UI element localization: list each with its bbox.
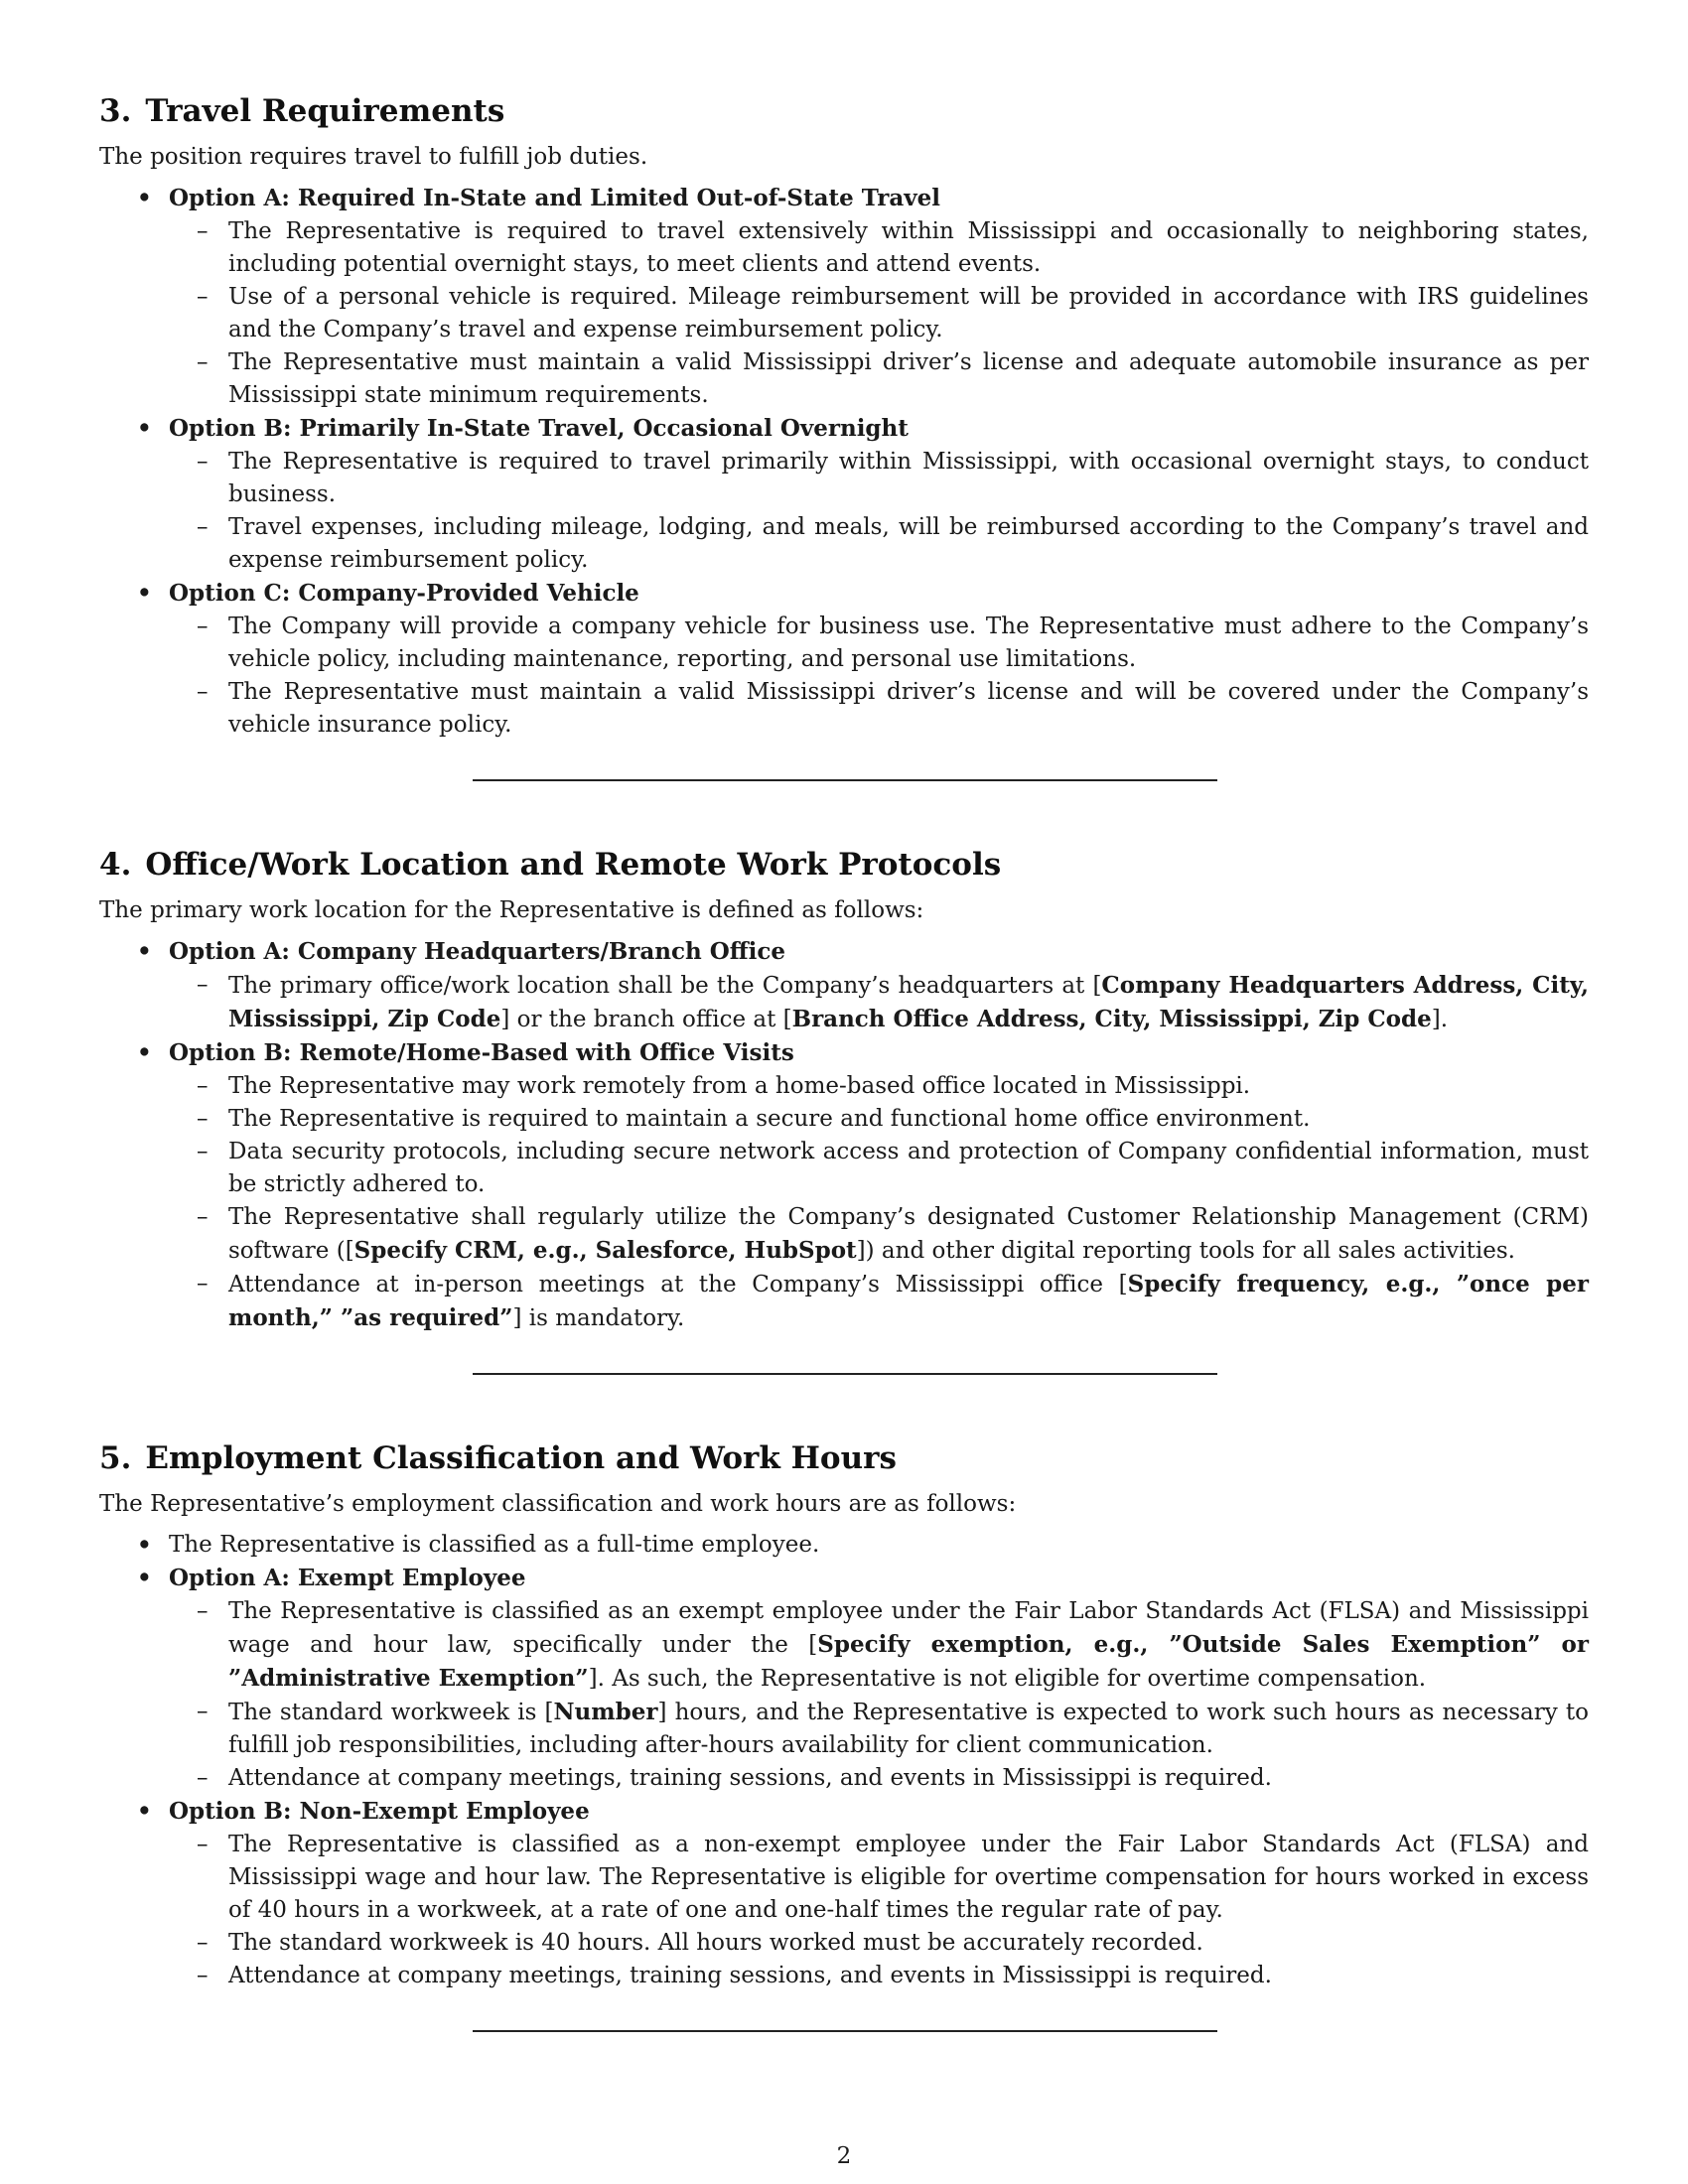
option-list (99, 182, 1589, 742)
section-divider (473, 779, 1217, 781)
section-travel-requirements (99, 91, 1589, 742)
option-details (169, 1829, 1589, 1992)
plain-bullet-item: • The Representative is classified as a full-time employee. (137, 1532, 820, 1559)
detail-item: – The Representative may work remotely from a home-based office located in Mississippi. (197, 1073, 1251, 1099)
option-details (169, 215, 1589, 412)
detail-item: – The Representative is required to maintain a secure and functional home office environment. (197, 1106, 1311, 1132)
detail-item: – The primary office/work location shall be the Company’s headquarters at [Company Headquarters Address, City, Mississippi, Zip Code] or the branch office at [Branch Office Address, City, Mississippi, Zip Code]. (197, 972, 1589, 1032)
placeholder-field: Company Headquarters Address, City, Mississippi, Zip Code (228, 972, 1589, 1032)
option-list (99, 935, 1589, 1335)
detail-item: – Use of a personal vehicle is required. Mileage reimbursement will be provided in accordance with IRS guidelines and the Company’s travel and expense reimbursement policy. (197, 284, 1589, 342)
option-item: • Option C: Company-Provided Vehicle – The Company will provide a company vehicle for business use. The Representative must adhere to the Company’s vehicle policy, including maintenance, reporting, and personal use limitations. – The Representative must maintain a valid Mississippi driver’s license and will be covered under the Company’s vehicle insurance policy. (99, 577, 1589, 742)
detail-item: – The Representative is required to travel extensively within Mississippi and occasionally to neighboring states, including potential overnight stays, to meet clients and attend events. (197, 218, 1589, 277)
detail-item: – Data security protocols, including secure network access and protection of Company confidential information, must be strictly adhered to. (197, 1139, 1589, 1197)
detail-item: – Attendance at company meetings, training sessions, and events in Mississippi is required. (197, 1963, 1272, 1988)
detail-item: – The Representative is classified as an exempt employee under the Fair Labor Standards Act (FLSA) and Mississippi wage and hour law, specifically under the [Specify exemption, e.g., ”Outside Sales Exemption” or ”Administrative Exemption”]. As such, the Representative is not eligible for overtime compensation. (197, 1598, 1590, 1692)
section-divider (473, 1373, 1217, 1375)
detail-item: – The Representative is classified as a non-exempt employee under the Fair Labor Standards Act (FLSA) and Mississippi wage and hour law. The Representative is eligible for overtime compensation for hours worked in excess of 40 hours in a workweek, at a rate of one and one-half times the regular rate of pay. (197, 1832, 1589, 1923)
detail-item: – The Representative must maintain a valid Mississippi driver’s license and will be covered under the Company’s vehicle insurance policy. (197, 679, 1589, 738)
option-details (169, 611, 1589, 742)
detail-item: – The Representative must maintain a valid Mississippi driver’s license and adequate automobile insurance as per Mississippi state minimum requirements. (197, 349, 1589, 408)
option-item: • Option B: Remote/Home-Based with Office Visits – The Representative may work remotely from a home-based office located in Mississippi. – The Representative is required to maintain a secure and functional home office environment. – Data security protocols, including secure network access and protection of Company confidential information, must be strictly adhered to. – The Representative shall regularly utilize the Company’s designated Customer Relationship Management (CRM) software ([Specify CRM, e.g., Salesforce, HubSpot]) and other digital reporting tools for all sales activities. – Attendance at in-person meetings at the Company’s Mississippi office [Specify frequency, e.g., ”once per month,” ”as required”] is mandatory. (99, 1036, 1589, 1335)
section-intro: The position requires travel to fulfill job duties. (99, 144, 648, 170)
placeholder-field: Specify frequency, e.g., ”once per month,” ”as required” (228, 1271, 1589, 1331)
section-divider (473, 2030, 1217, 2032)
option-details (169, 969, 1589, 1036)
option-details (169, 1070, 1589, 1335)
detail-item: – Attendance at in-person meetings at the Company’s Mississippi office [Specify frequency, e.g., ”once per month,” ”as required”] is mandatory. (197, 1271, 1589, 1331)
page-number: 2 (836, 2143, 852, 2169)
section-intro: The Representative’s employment classification and work hours are as follows: (99, 1491, 1017, 1517)
option-item: • Option A: Exempt Employee – The Representative is classified as an exempt employee under the Fair Labor Standards Act (FLSA) and Mississippi wage and hour law, specifically under the [Specify exemption, e.g., ”Outside Sales Exemption” or ”Administrative Exemption”]. As such, the Representative is not eligible for overtime compensation. – The standard workweek is [Number] hours, and the Representative is expected to work such hours as necessary to fulfill job responsibilities, including after-hours availability for client communication. – Attendance at company meetings, training sessions, and events in Mississippi is required. (99, 1562, 1589, 1795)
section-employment-classification (99, 1438, 1589, 1992)
detail-item: – Travel expenses, including mileage, lodging, and meals, will be reimbursed according to the Company’s travel and expense reimbursement policy. (197, 514, 1589, 573)
section-heading: 5. Employment Classification and Work Hours (99, 1440, 897, 1476)
option-item: • Option A: Company Headquarters/Branch Office – The primary office/work location shall be the Company’s headquarters at [Company Headquarters Address, City, Mississippi, Zip Code] or the branch office at [Branch Office Address, City, Mississippi, Zip Code]. (99, 935, 1589, 1036)
placeholder-field: Specify CRM, e.g., Salesforce, HubSpot (353, 1237, 857, 1264)
option-list (99, 1529, 1589, 1992)
option-item: • Option B: Non-Exempt Employee – The Representative is classified as a non-exempt employee under the Fair Labor Standards Act (FLSA) and Mississippi wage and hour law. The Representative is eligible for overtime compensation for hours worked in excess of 40 hours in a workweek, at a rate of one and one-half times the regular rate of pay. – The standard workweek is 40 hours. All hours worked must be accurately recorded. – Attendance at company meetings, training sessions, and events in Mississippi is required. (99, 1795, 1589, 1992)
section-heading: 4. Office/Work Location and Remote Work Protocols (99, 847, 1002, 883)
detail-item: – The standard workweek is 40 hours. All hours worked must be accurately recorded. (197, 1930, 1203, 1956)
option-item: • Option B: Primarily In-State Travel, Occasional Overnight – The Representative is required to travel primarily within Mississippi, with occasional overnight stays, to conduct business. – Travel expenses, including mileage, lodging, and meals, will be reimbursed according to the Company’s travel and expense reimbursement policy. (99, 412, 1589, 577)
detail-item: – Attendance at company meetings, training sessions, and events in Mississippi is required. (197, 1765, 1272, 1791)
placeholder-field: Number (553, 1699, 658, 1725)
detail-item: – The Representative shall regularly utilize the Company’s designated Customer Relationship Management (CRM) software ([Specify CRM, e.g., Salesforce, HubSpot]) and other digital reporting tools for all sales activities. (197, 1204, 1589, 1264)
section-intro: The primary work location for the Representative is defined as follows: (99, 897, 924, 923)
detail-item: – The Company will provide a company vehicle for business use. The Representative must adhere to the Company’s vehicle policy, including maintenance, reporting, and personal use limitations. (197, 614, 1589, 672)
placeholder-field: Branch Office Address, City, Mississippi, Zip Code (791, 1006, 1432, 1032)
detail-item: – The standard workweek is [Number] hours, and the Representative is expected to work such hours as necessary to fulfill job responsibilities, including after-hours availability for client communication. (197, 1699, 1589, 1758)
section-heading: 3. Travel Requirements (99, 93, 505, 129)
option-details (169, 446, 1589, 577)
option-item: • Option A: Required In-State and Limited Out-of-State Travel – The Representative is required to travel extensively within Mississippi and occasionally to neighboring states, including potential overnight stays, to meet clients and attend events. – Use of a personal vehicle is required. Mileage reimbursement will be provided in accordance with IRS guidelines and the Company’s travel and expense reimbursement policy. – The Representative must maintain a valid Mississippi driver’s license and adequate automobile insurance as per Mississippi state minimum requirements. (99, 182, 1589, 412)
option-details (169, 1595, 1589, 1795)
placeholder-field: Specify exemption, e.g., ”Outside Sales Exemption” or ”Administrative Exemption” (228, 1631, 1590, 1692)
document-page (99, 91, 1589, 2032)
detail-item: – The Representative is required to travel primarily within Mississippi, with occasional overnight stays, to conduct business. (197, 449, 1589, 507)
section-work-location (99, 845, 1589, 1335)
